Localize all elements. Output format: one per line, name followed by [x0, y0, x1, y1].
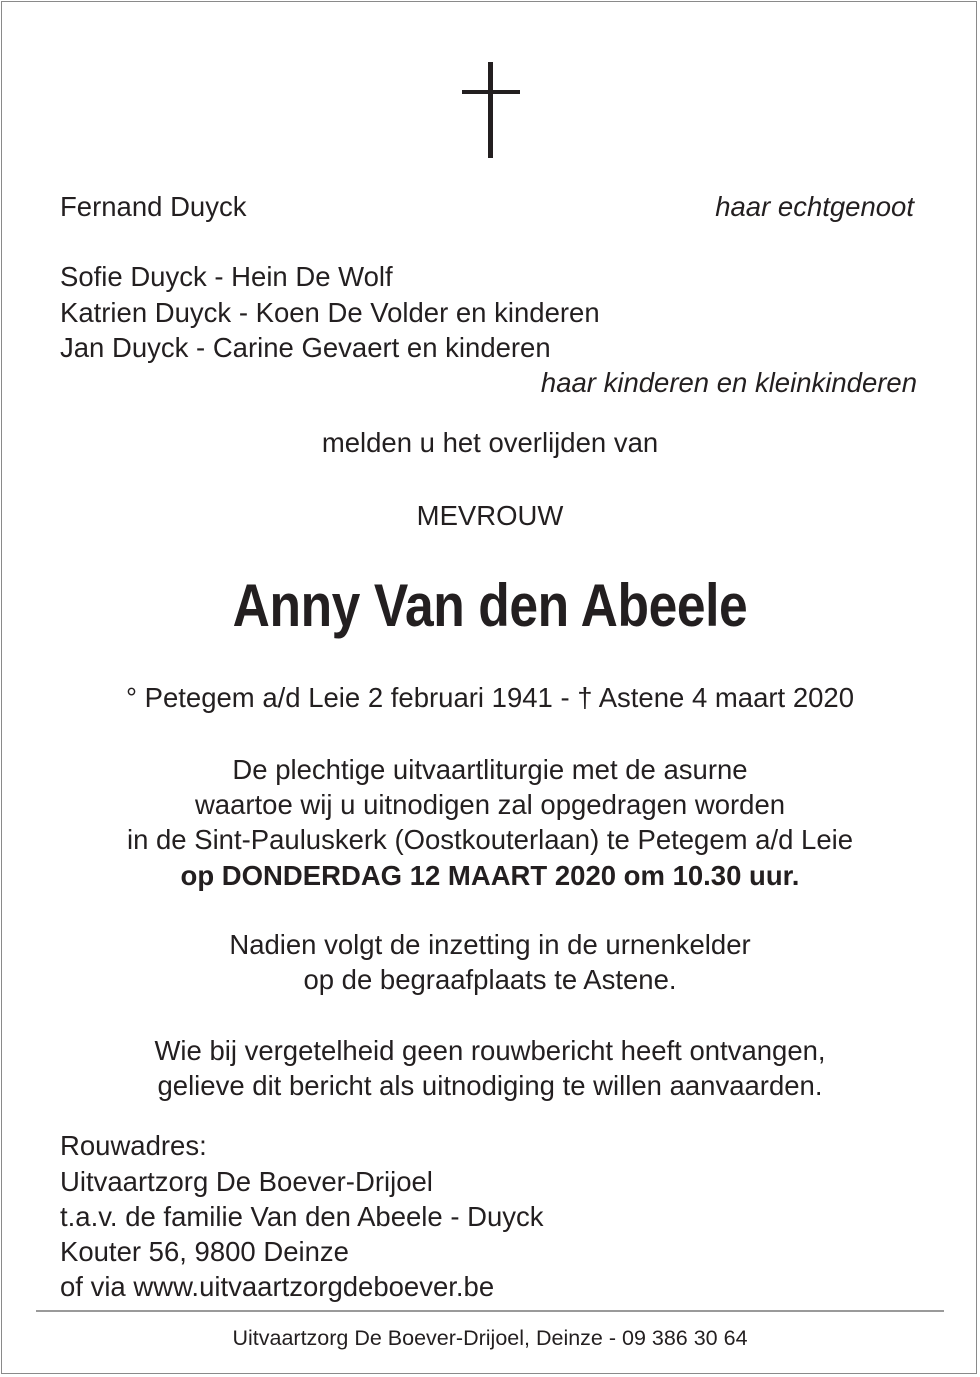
interment-line-1: Nadien volgt de inzetting in de urnenkelder — [229, 929, 751, 960]
spouse-name: Fernand Duyck — [60, 191, 247, 222]
deceased-name: Anny Van den Abeele — [232, 572, 748, 639]
notice-line-1: Wie bij vergetelheid geen rouwbericht heeft ontvangen, — [154, 1035, 826, 1066]
title: MEVROUW — [416, 500, 564, 531]
address-label: Rouwadres: — [60, 1130, 207, 1161]
footer-divider — [36, 1310, 944, 1312]
child-line-3: Jan Duyck - Carine Gevaert en kinderen — [60, 332, 551, 363]
children-role: haar kinderen en kleinkinderen — [540, 367, 917, 398]
child-line-1: Sofie Duyck - Hein De Wolf — [60, 261, 393, 292]
address-line-1: Uitvaartzorg De Boever-Drijoel — [60, 1166, 433, 1197]
spouse-role: haar echtgenoot — [715, 191, 914, 222]
address-line-2: t.a.v. de familie Van den Abeele - Duyck — [60, 1201, 544, 1232]
ceremony-line-1: De plechtige uitvaartliturgie met de asurne — [232, 754, 748, 785]
address-website: of via www.uitvaartzorgdeboever.be — [60, 1271, 495, 1302]
announcement: melden u het overlijden van — [321, 427, 659, 458]
footer-text: Uitvaartzorg De Boever-Drijoel, Deinze - 09 386 30 64 — [232, 1326, 748, 1350]
cross-icon — [462, 62, 520, 158]
ceremony-datetime: op DONDERDAG 12 MAART 2020 om 10.30 uur. — [180, 860, 800, 891]
address-line-3: Kouter 56, 9800 Deinze — [60, 1236, 349, 1267]
notice-line-2: gelieve dit bericht als uitnodiging te willen aanvaarden. — [157, 1070, 823, 1101]
child-line-2: Katrien Duyck - Koen De Volder en kinderen — [60, 297, 600, 328]
interment-line-2: op de begraafplaats te Astene. — [303, 964, 677, 995]
birth-death-dates: ° Petegem a/d Leie 2 februari 1941 - † Astene 4 maart 2020 — [126, 682, 854, 713]
ceremony-line-2: waartoe wij u uitnodigen zal opgedragen worden — [194, 789, 786, 820]
ceremony-line-3: in de Sint-Pauluskerk (Oostkouterlaan) te Petegem a/d Leie — [126, 824, 854, 855]
